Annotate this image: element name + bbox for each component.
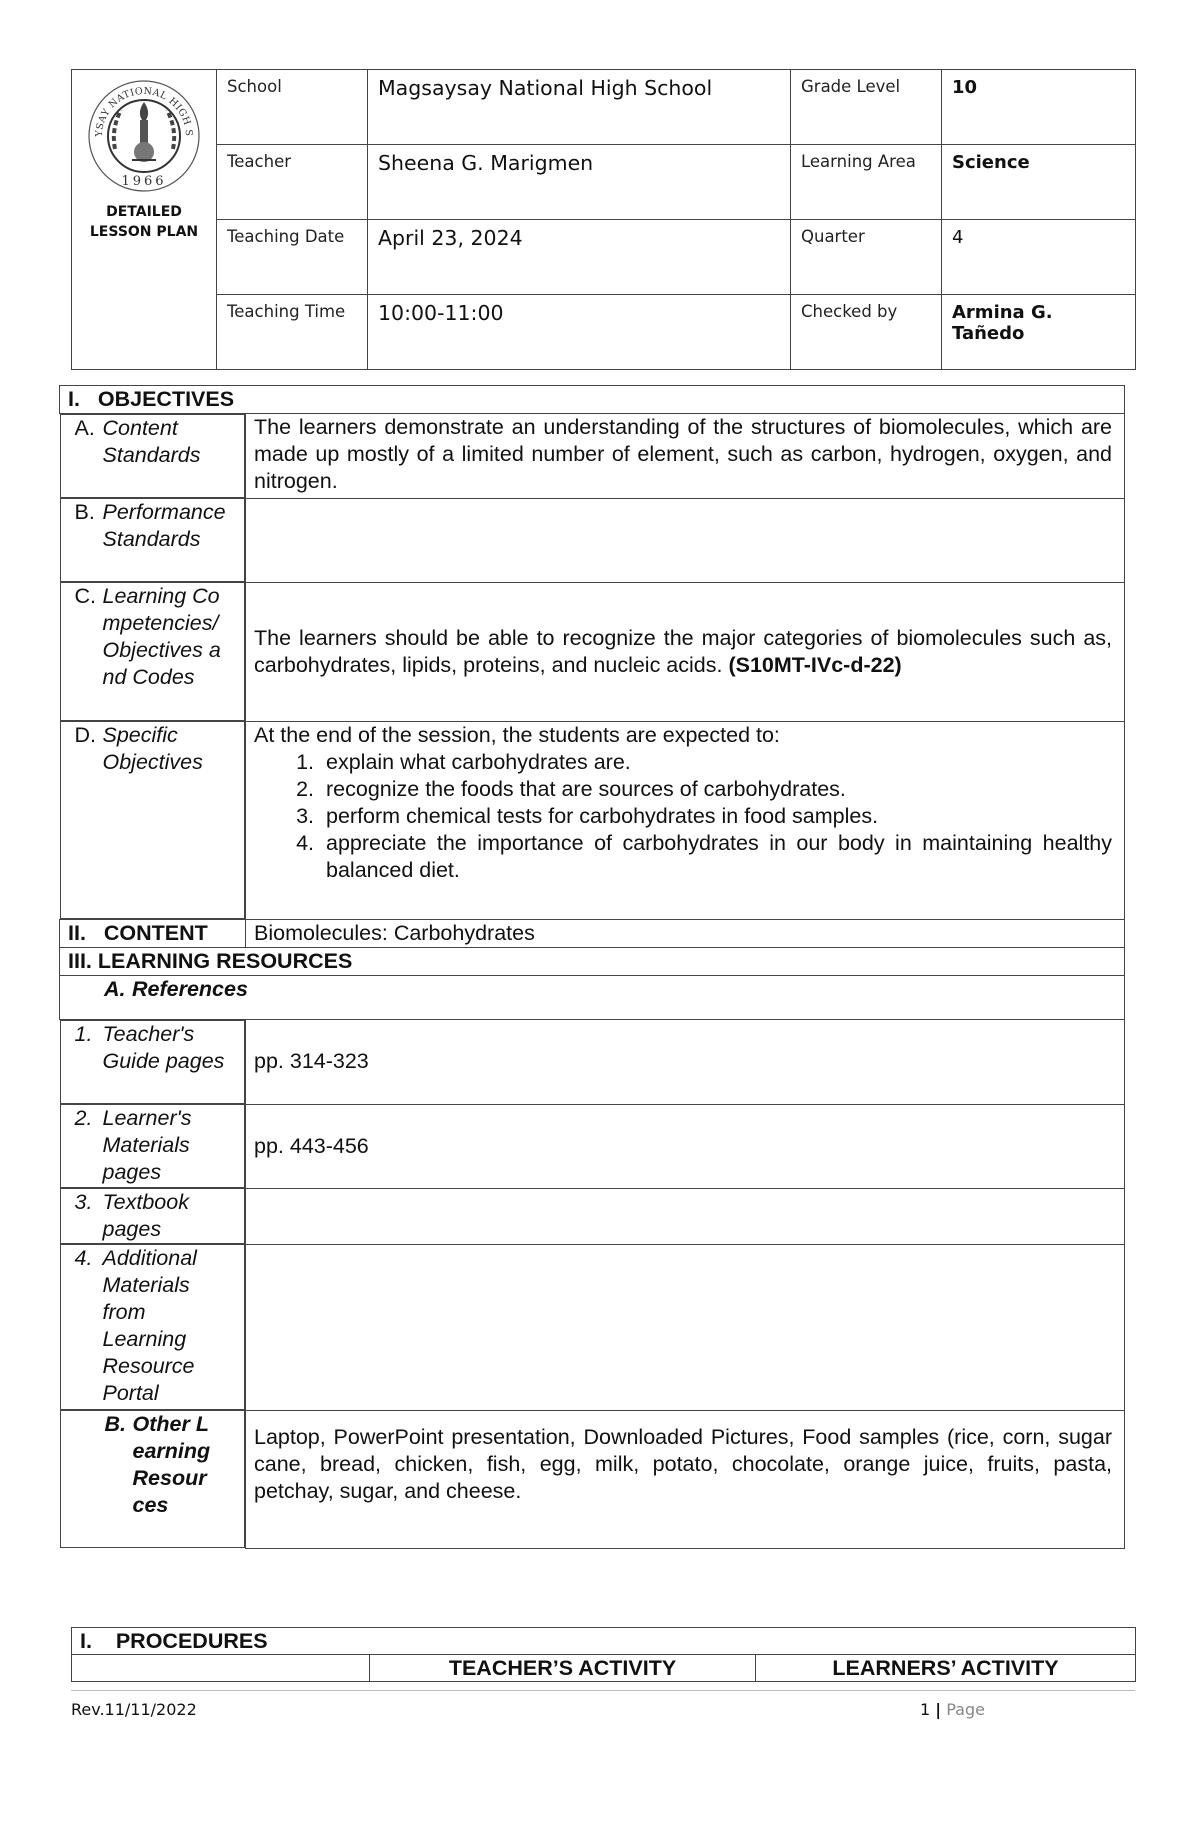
resource-row-learners-materials [60, 1104, 1125, 1188]
performance-standards-text [246, 498, 1125, 582]
content-value: Biomolecules: Carbohydrates [246, 920, 1125, 948]
learning-area-value: Science [942, 145, 1136, 220]
logo-cell [72, 70, 217, 370]
resource-value: pp. 314-323 [246, 1020, 1125, 1105]
references-row [60, 976, 1125, 1020]
performance-standards-row [60, 498, 1125, 582]
page-separator: | [935, 1700, 942, 1719]
resources-heading-row [60, 948, 1125, 976]
procedures-table [71, 1627, 1136, 1682]
specific-objectives-row [60, 721, 1125, 920]
specific-objectives-label: D. Specific Objectives [60, 721, 246, 919]
school-seal-icon [85, 74, 203, 194]
other-resources-label: B. Other Learning Resources [60, 1410, 246, 1548]
checked-by-value: Armina G. Tañedo [942, 295, 1136, 370]
content-heading: II. CONTENT [60, 920, 246, 948]
teaching-time-value: 10:00-11:00 [368, 295, 791, 370]
revision-date: Rev.11/11/2022 [71, 1700, 197, 1719]
checked-by-label: Checked by [791, 295, 942, 370]
specific-objectives-content [246, 721, 1125, 920]
objectives-heading-row [60, 386, 1125, 414]
seal-year: 1966 [121, 174, 167, 189]
other-resources-value: Laptop, PowerPoint presentation, Downloaded Pictures, Food samples (rice, corn, sugar cane, bread, chicken, fish, egg, milk, potato, chocolate, orange juice, fruits, pasta, petchay, sugar, and cheese. [246, 1410, 1125, 1548]
quarter-value: 4 [942, 220, 1136, 295]
resource-row-additional-materials [60, 1244, 1125, 1410]
teacher-activity-header: TEACHER’S ACTIVITY [370, 1655, 756, 1682]
list-item: 4. appreciate the importance of carbohydrates in our body in maintaining healthy balanced diet. [296, 830, 1113, 882]
teacher-label: Teacher [217, 145, 368, 220]
resource-label: 2. Learner's Materials pages [60, 1104, 246, 1188]
grade-level-label: Grade Level [791, 70, 942, 145]
content-standards-row [60, 414, 1125, 499]
resource-label: 3. Textbook pages [60, 1188, 246, 1244]
teaching-time-label: Teaching Time [217, 295, 368, 370]
other-resources-row [60, 1410, 1125, 1548]
svg-text:MAGSAYSAY NATIONAL HIGH SCHOOL [85, 74, 194, 138]
grade-level-value: 10 [942, 70, 1136, 145]
competencies-text: The learners should be able to recognize the major categories of biomolecules such as, carbohydrates, lipids, proteins, and nucleic acids. (S10MT-IVc-d-22) [246, 582, 1125, 721]
teaching-date-label: Teaching Date [217, 220, 368, 295]
header-info-table [71, 69, 1136, 370]
footer-divider [71, 1690, 1135, 1691]
objectives-heading: I. OBJECTIVES [60, 386, 1125, 414]
content-row [60, 920, 1125, 948]
competencies-row [60, 582, 1125, 721]
seal-text: YSAY NATIONAL HIGH S [93, 85, 195, 138]
page-indicator [920, 1700, 985, 1719]
content-standards-text: The learners demonstrate an understanding of the structures of biomolecules, which are made up mostly of a limited number of element, such as carbon, hydrogen, oxygen, and nitrogen. [246, 414, 1125, 499]
list-item: 1. explain what carbohydrates are. [296, 749, 631, 774]
resource-label: 1. Teacher's Guide pages [60, 1020, 246, 1104]
learning-area-label: Learning Area [791, 145, 942, 220]
teaching-date-value: April 23, 2024 [368, 220, 791, 295]
teacher-value: Sheena G. Marigmen [368, 145, 791, 220]
page-number: 1 [920, 1700, 931, 1719]
list-item: 2. recognize the foods that are sources of carbohydrates. [296, 776, 846, 801]
page-word: Page [946, 1700, 985, 1719]
specific-objectives-intro: At the end of the session, the students are expected to: [254, 722, 780, 747]
list-item: 3. perform chemical tests for carbohydrates in food samples. [296, 803, 879, 828]
resource-value [246, 1244, 1125, 1410]
resource-row-teachers-guide [60, 1020, 1125, 1105]
plan-title: DETAILED LESSON PLAN [89, 204, 199, 240]
resource-value: pp. 443-456 [246, 1104, 1125, 1188]
resources-heading: III. LEARNING RESOURCES [60, 948, 1125, 976]
procedures-heading: I. PROCEDURES [72, 1628, 1136, 1655]
school-value: Magsaysay National High School [368, 70, 791, 145]
learner-activity-header: LEARNERS’ ACTIVITY [756, 1655, 1136, 1682]
resource-value [246, 1188, 1125, 1244]
resource-row-textbook [60, 1188, 1125, 1244]
content-standards-label: A. Content Standards [60, 414, 246, 498]
procedures-blank-header [72, 1655, 370, 1682]
competencies-label: C. Learning Competencies/Objectives and Codes [60, 582, 246, 721]
performance-standards-label: B. Performance Standards [60, 498, 246, 582]
specific-objectives-list [254, 749, 1112, 884]
lesson-plan-table [59, 385, 1125, 1549]
school-label: School [217, 70, 368, 145]
quarter-label: Quarter [791, 220, 942, 295]
references-heading: A. References [60, 976, 1125, 1020]
resource-label: 4. Additional Materials from Learning Resource Portal [60, 1244, 246, 1410]
competency-code: (S10MT-IVc-d-22) [728, 652, 902, 677]
